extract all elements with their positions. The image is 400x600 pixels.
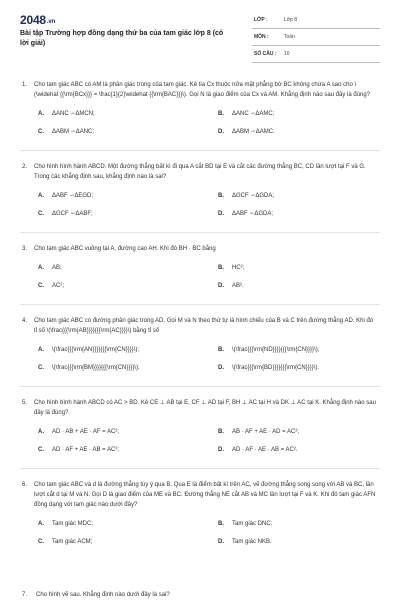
question-number: 1. bbox=[22, 82, 28, 88]
question-3 bbox=[20, 244, 380, 291]
option-text: \(\frac{{{\rm{ND}}}}{{{\rm{CN}}}}\); bbox=[232, 347, 320, 353]
option-text: AB · AF + AE · AD = AC²; bbox=[232, 429, 300, 435]
divider bbox=[20, 386, 380, 387]
answer-option-c[interactable] bbox=[38, 127, 218, 137]
question-text: Cho tam giác ABC có AM là phân giác trong của tam giác. Kẻ tia Cx thuộc nửa mặt phẳng bờ BC không chứa A sao cho \(\widehat {{\rm{BCx}}} = \frac{1}{2}\widehat {{\rm{BAC}}}\). Gọi N là giao điểm của Cx và AM. Khẳng định nào sau đây là đúng? bbox=[34, 82, 371, 98]
answer-option-d[interactable] bbox=[218, 281, 378, 291]
divider bbox=[20, 468, 380, 469]
answer-option-a[interactable] bbox=[38, 191, 218, 201]
meta-value: Lớp 8 bbox=[284, 17, 298, 23]
question-number: 2. bbox=[22, 164, 28, 170]
answer-option-a[interactable] bbox=[38, 109, 218, 119]
answer-option-a[interactable] bbox=[38, 427, 218, 437]
answer-option-c[interactable] bbox=[38, 537, 218, 547]
option-text: Tam giác DNC; bbox=[232, 521, 273, 527]
option-text: ΔANC ∽ΔMCN; bbox=[52, 111, 95, 117]
answer-option-b[interactable] bbox=[218, 263, 378, 273]
answer-option-d[interactable] bbox=[218, 537, 378, 547]
option-letter: A. bbox=[38, 265, 44, 271]
answer-option-b[interactable] bbox=[218, 109, 378, 119]
answer-options bbox=[38, 519, 380, 547]
question-5 bbox=[20, 398, 380, 455]
option-text: ΔABM ∽ΔAMC. bbox=[232, 129, 275, 135]
answer-option-c[interactable] bbox=[38, 445, 218, 455]
question-text: Cho tam giác ABC vuông tại A, đường cao AH. Khi đó BH · BC bằng bbox=[34, 246, 216, 252]
option-text: ΔGCF ∽ΔGDA; bbox=[232, 193, 275, 199]
answer-options bbox=[38, 109, 380, 137]
option-letter: C. bbox=[38, 365, 44, 371]
logo-main: 2048 bbox=[20, 13, 46, 27]
option-letter: C. bbox=[38, 447, 44, 453]
answer-options bbox=[38, 191, 380, 219]
option-text: ΔANC ∽ΔAMC; bbox=[232, 111, 275, 117]
option-text: AD · AF · AE · AB = AC². bbox=[232, 447, 298, 453]
option-text: \(\frac{{{\rm{BM}}}}{{{\rm{CN}}}}\); bbox=[52, 365, 140, 371]
answer-option-d[interactable] bbox=[218, 445, 378, 455]
answer-option-d[interactable] bbox=[218, 127, 378, 137]
option-text: HC²; bbox=[232, 265, 245, 271]
option-text: ΔGCF ∽ΔABF; bbox=[52, 211, 93, 217]
option-letter: B. bbox=[218, 193, 224, 199]
option-letter: A. bbox=[38, 521, 44, 527]
answer-option-a[interactable] bbox=[38, 263, 218, 273]
option-letter: C. bbox=[38, 283, 44, 289]
logo-suffix: .vn bbox=[46, 19, 55, 25]
option-letter: B. bbox=[218, 347, 224, 353]
site-logo[interactable] bbox=[20, 13, 55, 27]
question-1 bbox=[20, 80, 380, 137]
question-number: 4. bbox=[22, 318, 28, 324]
option-letter: B. bbox=[218, 429, 224, 435]
meta-row-class bbox=[252, 12, 380, 29]
question-6 bbox=[20, 480, 380, 547]
answer-option-c[interactable] bbox=[38, 209, 218, 219]
document-header bbox=[0, 0, 400, 60]
answer-option-a[interactable] bbox=[38, 519, 218, 529]
answer-option-d[interactable] bbox=[218, 209, 378, 219]
option-text: ΔABM ∽ΔANC; bbox=[52, 129, 95, 135]
answer-option-b[interactable] bbox=[218, 427, 378, 437]
divider bbox=[20, 232, 380, 233]
question-text: Cho hình bình hành ABCD có AC > BD. Kẻ CE ⊥ AB tại E, CF ⊥ AD tại F, BH ⊥ AC tại H và DK ⊥ AC tại K. Khẳng định nào sau đây là đúng? bbox=[34, 400, 376, 416]
answer-option-c[interactable] bbox=[38, 281, 218, 291]
option-letter: A. bbox=[38, 193, 44, 199]
question-number: 3. bbox=[22, 246, 28, 252]
option-text: Tam giác MDC; bbox=[52, 521, 94, 527]
option-text: Tam giác NKB. bbox=[232, 539, 272, 545]
option-letter: A. bbox=[38, 429, 44, 435]
answer-option-b[interactable] bbox=[218, 191, 378, 201]
option-letter: D. bbox=[218, 129, 224, 135]
question-text: Cho tam giác ABC có đường phân giác trong AD. Gọi M và N theo thứ tự là hình chiếu của B và C trên đường thẳng AD. Khi đó tỉ số \(\frac{{{\rm{AB}}}}{{{\rm{AC}}}}\) bằng tỉ số bbox=[34, 318, 374, 334]
option-letter: C. bbox=[38, 129, 44, 135]
question-number: 5. bbox=[22, 400, 28, 406]
question-4 bbox=[20, 316, 380, 373]
meta-table bbox=[252, 12, 380, 63]
document-title: Bài tập Trường hợp đồng dạng thứ ba của tam giác lớp 8 (có lời giải) bbox=[20, 30, 224, 47]
option-letter: A. bbox=[38, 347, 44, 353]
answer-option-c[interactable] bbox=[38, 363, 218, 373]
option-text: ΔABF ∽ΔGDA; bbox=[232, 211, 274, 217]
question-2 bbox=[20, 162, 380, 219]
answer-options bbox=[38, 263, 380, 291]
option-letter: C. bbox=[38, 539, 44, 545]
option-text: \(\frac{{{\rm{BD}}}}{{{\rm{CN}}}}\). bbox=[232, 365, 320, 371]
option-letter: D. bbox=[218, 283, 224, 289]
meta-row-subject bbox=[252, 29, 380, 46]
question-number: 6. bbox=[22, 482, 28, 488]
meta-key: LỚP : bbox=[254, 17, 268, 23]
option-letter: C. bbox=[38, 211, 44, 217]
question-text: Cho hình vẽ sau. Khẳng định nào dưới đây là sai? bbox=[36, 592, 170, 598]
answer-option-b[interactable] bbox=[218, 345, 378, 355]
divider bbox=[20, 150, 380, 151]
option-text: AC²; bbox=[52, 283, 64, 289]
option-letter: B. bbox=[218, 521, 224, 527]
option-text: AB; bbox=[52, 265, 62, 271]
option-text: AB². bbox=[232, 283, 244, 289]
option-letter: D. bbox=[218, 447, 224, 453]
option-letter: D. bbox=[218, 539, 224, 545]
meta-key: MÔN : bbox=[254, 34, 269, 40]
option-text: \(\frac{{{\rm{AN}}}}{{{\rm{CN}}}}\); bbox=[52, 347, 140, 353]
option-letter: B. bbox=[218, 265, 224, 271]
meta-value: Toán bbox=[284, 34, 295, 40]
answer-option-d[interactable] bbox=[218, 363, 378, 373]
option-text: AD · AB + AE · AF = AC²; bbox=[52, 429, 120, 435]
meta-key: SỐ CÂU : bbox=[254, 51, 277, 57]
question-7-partial bbox=[20, 592, 170, 598]
question-number: 7. bbox=[22, 592, 28, 598]
answer-option-a[interactable] bbox=[38, 345, 218, 355]
answer-options bbox=[38, 427, 380, 455]
question-text: Cho tam giác ABC và d là đường thẳng tùy ý qua B. Qua E là điểm bất kì trên AC, vẽ đường thẳng song song với AB và BC, lần lượt cắt d tại M và N. Gọi D là giao điểm của ME và BC. Đường thẳng NE cắt AB và MC lần lượt tại F và K. Khi đó tam giác AFN đồng dạng với tam giác nào dưới đây? bbox=[34, 482, 376, 508]
divider bbox=[20, 304, 380, 305]
option-text: ΔABF ∽ΔEGD; bbox=[52, 193, 94, 199]
answer-options bbox=[38, 345, 380, 373]
option-letter: A. bbox=[38, 111, 44, 117]
option-text: Tam giác ACM; bbox=[52, 539, 93, 545]
option-letter: D. bbox=[218, 365, 224, 371]
option-letter: B. bbox=[218, 111, 224, 117]
question-list bbox=[20, 80, 380, 560]
option-text: AD · AF + AE · AB = AC²; bbox=[52, 447, 120, 453]
question-text: Cho hình hình hành ABCD. Một đường thẳng bất kì đi qua A cắt BD tại E và cắt các đường thẳng BC, CD lần lượt tại F và G. Trong các khẳng định sau, khẳng định nào là sai? bbox=[34, 164, 366, 180]
option-letter: D. bbox=[218, 211, 224, 217]
meta-value: 10 bbox=[284, 51, 290, 57]
answer-option-b[interactable] bbox=[218, 519, 378, 529]
meta-row-count bbox=[252, 46, 380, 63]
